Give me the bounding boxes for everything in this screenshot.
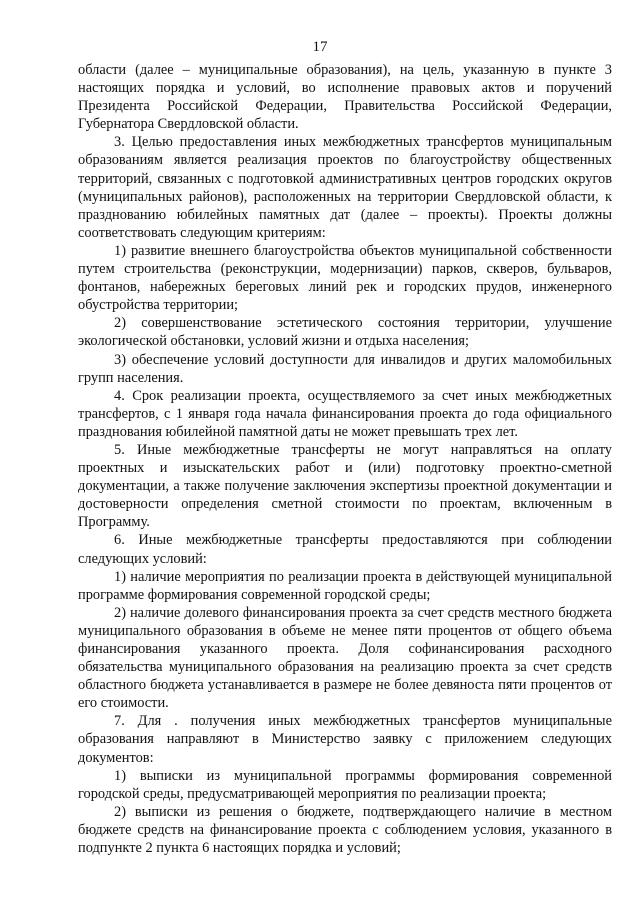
page-number: 17 bbox=[312, 39, 328, 55]
paragraph-item-6: 6. Иные межбюджетные трансферты предоставляются при соблюдении следующих условий: bbox=[78, 532, 612, 567]
paragraph-criterion-2: 2) совершенствование эстетического состояния территории, улучшение экологической обстановки, условий жизни и отдыха населения; bbox=[78, 315, 612, 350]
paragraph-item-3: 3. Целью предоставления иных межбюджетных трансфертов муниципальным образованиям является реализация проектов по благоустройству общественных территорий, связанных с подготовкой административных центров городских округов (муниципальных районов), расположенных на территории Свердловской области, к празднованию юбилейных памятных дат (далее – проекты). Проекты должны соответствовать следующим критериям: bbox=[78, 134, 612, 241]
document-body bbox=[78, 61, 612, 857]
paragraph-item-4: 4. Срок реализации проекта, осуществляемого за счет иных межбюджетных трансфертов, с 1 января года начала финансирования проекта до года официального празднования юбилейной памятной даты не может превышать трех лет. bbox=[78, 387, 612, 440]
paragraph-item-7: 7. Для . получения иных межбюджетных трансфертов муниципальные образования направляют в Министерство заявку с приложением следующих документов: bbox=[78, 713, 612, 766]
paragraph-item-5: 5. Иные межбюджетные трансферты не могут направляться на оплату проектных и изыскательских работ и (или) подготовку проектно-сметной документации, а также получение заключения экспертизы проектной документации и достоверности определения сметной стоимости по проектам, включенным в Программу. bbox=[78, 441, 612, 531]
paragraph-document-1: 1) выписки из муниципальной программы формирования современной городской среды, предусматривающей мероприятия по реализации проекта; bbox=[78, 767, 612, 802]
paragraph-condition-2: 2) наличие долевого финансирования проекта за счет средств местного бюджета муниципального образования в объеме не менее пяти процентов от общего объема финансирования указанного проекта. Доля софинансирования расходного обязательства муниципального образования на реализацию проекта за счет средств областного бюджета устанавливается в размере не более девяноста пяти процентов от его стоимости. bbox=[78, 604, 612, 712]
paragraph-criterion-3: 3) обеспечение условий доступности для инвалидов и других маломобильных групп населения. bbox=[78, 351, 612, 386]
paragraph-continuation: области (далее – муниципальные образования), на цель, указанную в пункте 3 настоящих порядка и условий, во исполнение правовых актов и поручений Президента Российской Федерации, Правительства Российской Федерации, Губернатора Свердловской области. bbox=[78, 62, 612, 133]
paragraph-document-2: 2) выписки из решения о бюджете, подтверждающего наличие в местном бюджете средств на финансирование проекта с соблюдением условия, указанного в подпункте 2 пункта 6 настоящих порядка и условий; bbox=[78, 803, 612, 857]
paragraph-criterion-1: 1) развитие внешнего благоустройства объектов муниципальной собственности путем строительства (реконструкции, модернизации) парков, скверов, бульваров, фонтанов, набережных береговых линий рек и городских прудов, инженерного обустройства территории; bbox=[78, 242, 612, 314]
paragraph-condition-1: 1) наличие мероприятия по реализации проекта в действующей муниципальной программе формирования современной городской среды; bbox=[78, 568, 612, 603]
